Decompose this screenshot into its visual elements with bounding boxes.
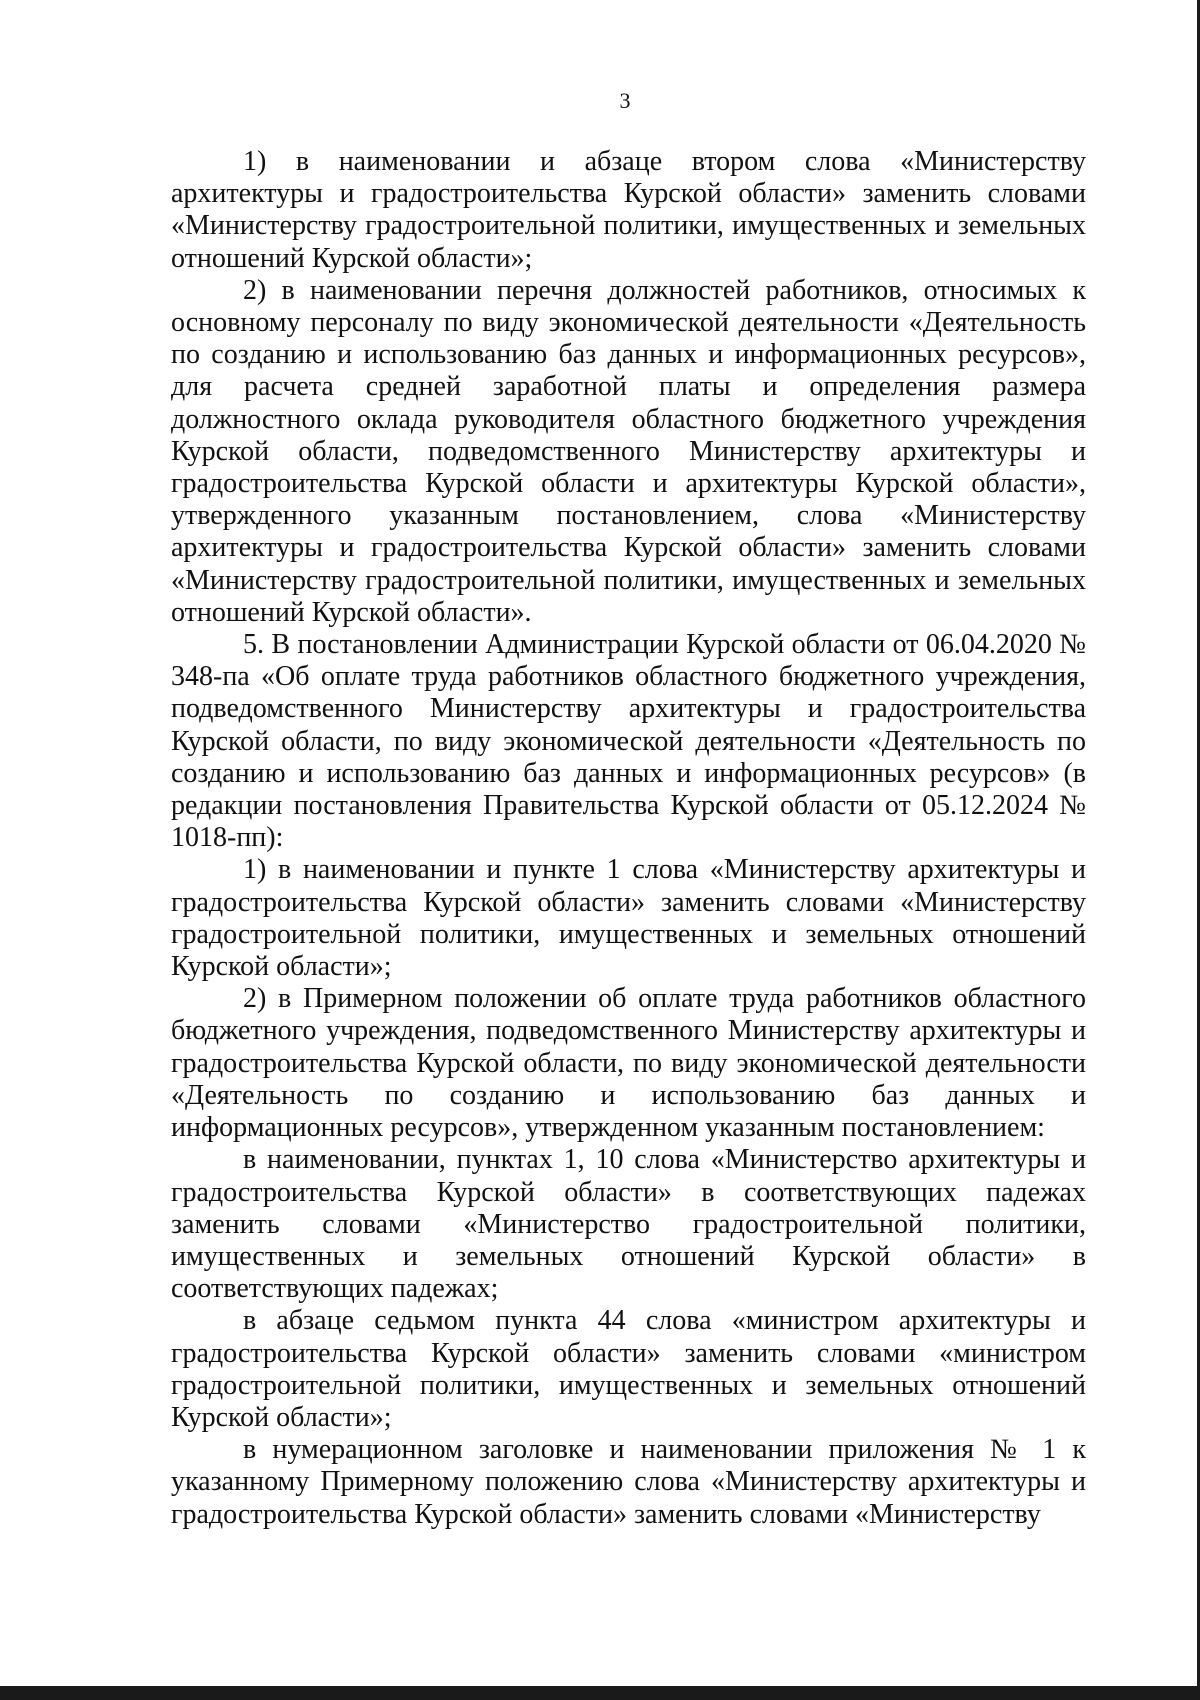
document-body (171, 146, 1086, 1531)
paragraph-5: 5. В постановлении Администрации Курской области от 06.04.2020 № 348-па «Об оплате труда работников областного бюджетного учреждения, подведомственного Министерству архитектуры и градостроительства Курской области, по виду экономической деятельности «Деятельность по созданию и использованию баз данных и информационных ресурсов» (в редакции постановления Правительства Курской области от 05.12.2024 № 1018-пп): (171, 629, 1086, 854)
paragraph-items-1-10: в наименовании, пунктах 1, 10 слова «Министерство архитектуры и градостроительства Курской области» в соответствующих падежах заменить словами «Министерство градостроительной политики, имущественных и земельных отношений Курской области» в соответствующих падежах; (171, 1144, 1086, 1305)
paragraph-item-44: в абзаце седьмом пункта 44 слова «министром архитектуры и градостроительства Курской области» заменить словами «министром градостроительной политики, имущественных и земельных отношений Курской области»; (171, 1305, 1086, 1433)
paragraph-appendix-1: в нумерационном заголовке и наименовании приложения № 1 к указанному Примерному положению слова «Министерству архитектуры и градостроительства Курской области» заменить словами «Министерству (171, 1434, 1086, 1530)
paragraph-1-1: 1) в наименовании и абзаце втором слова «Министерству архитектуры и градостроительства Курской области» заменить словами «Министерству градостроительной политики, имущественных и земельных отношений Курской области»; (171, 146, 1086, 274)
paragraph-1-2: 2) в наименовании перечня должностей работников, относимых к основному персоналу по виду экономической деятельности «Деятельность по созданию и использованию баз данных и информационных ресурсов», для расчета средней заработной платы и определения размера должностного оклада руководителя областного бюджетного учреждения Курской области, подведомственного Министерству архитектуры и градостроительства Курской области и архитектуры Курской области», утвержденного указанным постановлением, слова «Министерству архитектуры и градостроительства Курской области» заменить словами «Министерству градостроительной политики, имущественных и земельных отношений Курской области». (171, 274, 1086, 628)
paragraph-5-1: 1) в наименовании и пункте 1 слова «Министерству архитектуры и градостроительства Курской области» заменить словами «Министерству градостроительной политики, имущественных и земельных отношений Курской области»; (171, 854, 1086, 983)
paragraph-5-2: 2) в Примерном положении об оплате труда работников областного бюджетного учреждения, подведомственного Министерству архитектуры и градостроительства Курской области, по виду экономической деятельности «Деятельность по созданию и использованию баз данных и информационных ресурсов», утвержденном указанным постановлением: (171, 983, 1086, 1144)
page-number: 3 (619, 88, 631, 113)
